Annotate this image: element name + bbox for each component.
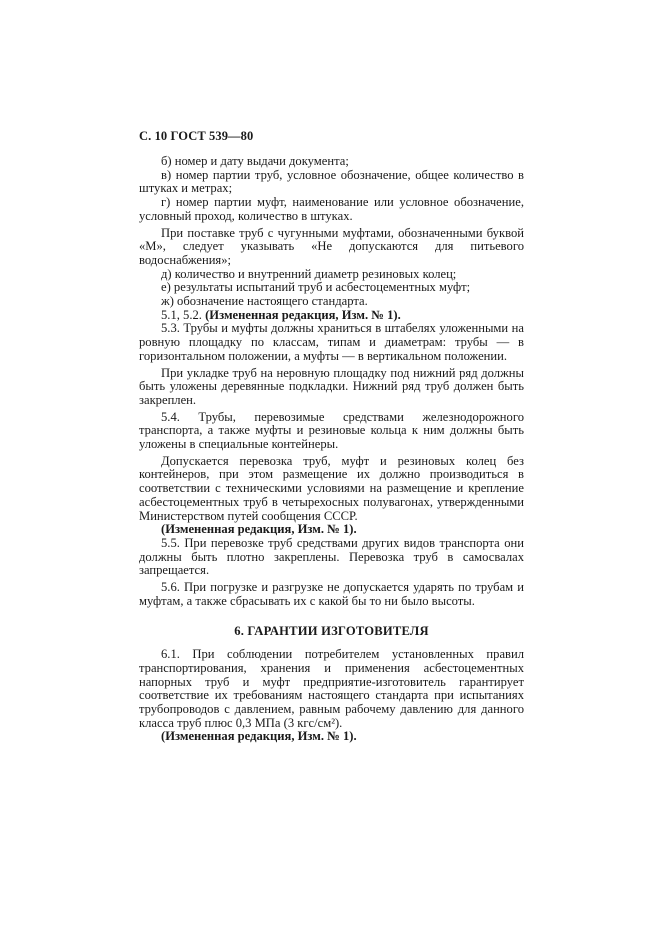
paragraph-5-5: 5.5. При перевозке труб средствами других видов транспорта они должны быть плотно закреплены. Перевозка труб в самосвалах запрещается. (139, 535, 524, 578)
paragraph-5-3: 5.3. Трубы и муфты должны храниться в штабелях уложенными на ровную площадку по классам, типам и диаметрам: трубы — в горизонтальном положении, а муфты — в вертикальном положении. (139, 321, 524, 363)
paragraph-g: г) номер партии муфт, наименование или условное обозначение, условный проход, количество в штуках. (139, 195, 524, 223)
paragraph-5-1-5-2 (139, 309, 524, 323)
section-title: 6. ГАРАНТИИ ИЗГОТОВИТЕЛЯ (234, 623, 429, 638)
paragraph-5-4: 5.4. Трубы, перевозимые средствами железнодорожного транспорта, а также муфты и резиновые кольца к ним должны быть уложены в специальные контейнеры. (139, 409, 524, 452)
paragraph-5-6: 5.6. При погрузке и разгрузке не допускается ударять по трубам и муфтам, а также сбрасывать их с какой бы то ни было высоты. (139, 580, 524, 608)
paragraph-without-containers: Допускается перевозка труб, муфт и резиновых колец без контейнеров, при этом размещение их должно производиться в соответствии с техническими условиями на размещение и крепление асбестоцементных труб в четырехосных полувагонах, утвержденными Министерством путей сообщения СССР. (139, 453, 524, 523)
amendment-note: (Измененная редакция, Изм. № 1). (161, 729, 357, 744)
page-header: С. 10 ГОСТ 539—80 (139, 129, 254, 143)
clause-ref: 5.1, 5.2. (161, 307, 202, 322)
paragraph-e: е) результаты испытаний труб и асбестоцементных муфт; (161, 280, 471, 295)
paragraph-zh: ж) обозначение настоящего стандарта. (161, 294, 368, 309)
paragraph-b: б) номер и дату выдачи документа; (161, 154, 349, 168)
amendment-note: (Измененная редакция, Изм. № 1). (161, 522, 357, 537)
paragraph-d: д) количество и внутренний диаметр резиновых колец; (161, 266, 457, 281)
paragraph-v: в) номер партии труб, условное обозначение, общее количество в штуках и метрах; (139, 167, 524, 196)
paragraph-cast-iron-couplings: При поставке труб с чугунными муфтами, обозначенными буквой «М», следует указывать «Не допускаются для питьевого водоснабжения»; (139, 225, 524, 267)
document-body (139, 155, 524, 744)
paragraph-uneven-ground: При укладке труб на неровную площадку под нижний ряд должны быть уложены деревянные подкладки. Нижний ряд труб должен быть закреплен. (139, 365, 524, 407)
amendment-note: (Измененная редакция, Изм. № 1). (205, 307, 401, 322)
paragraph-6-1: 6.1. При соблюдении потребителем установленных правил транспортирования, хранения и применения асбестоцементных напорных труб и муфт предприятие-изготовитель гарантирует соответствие их требованиям настоящего стандарта при испытаниях трубопроводов с давлением, равным рабочему давлению для данного класса труб плюс 0,3 МПа (3 кгс/см²). (139, 647, 524, 730)
